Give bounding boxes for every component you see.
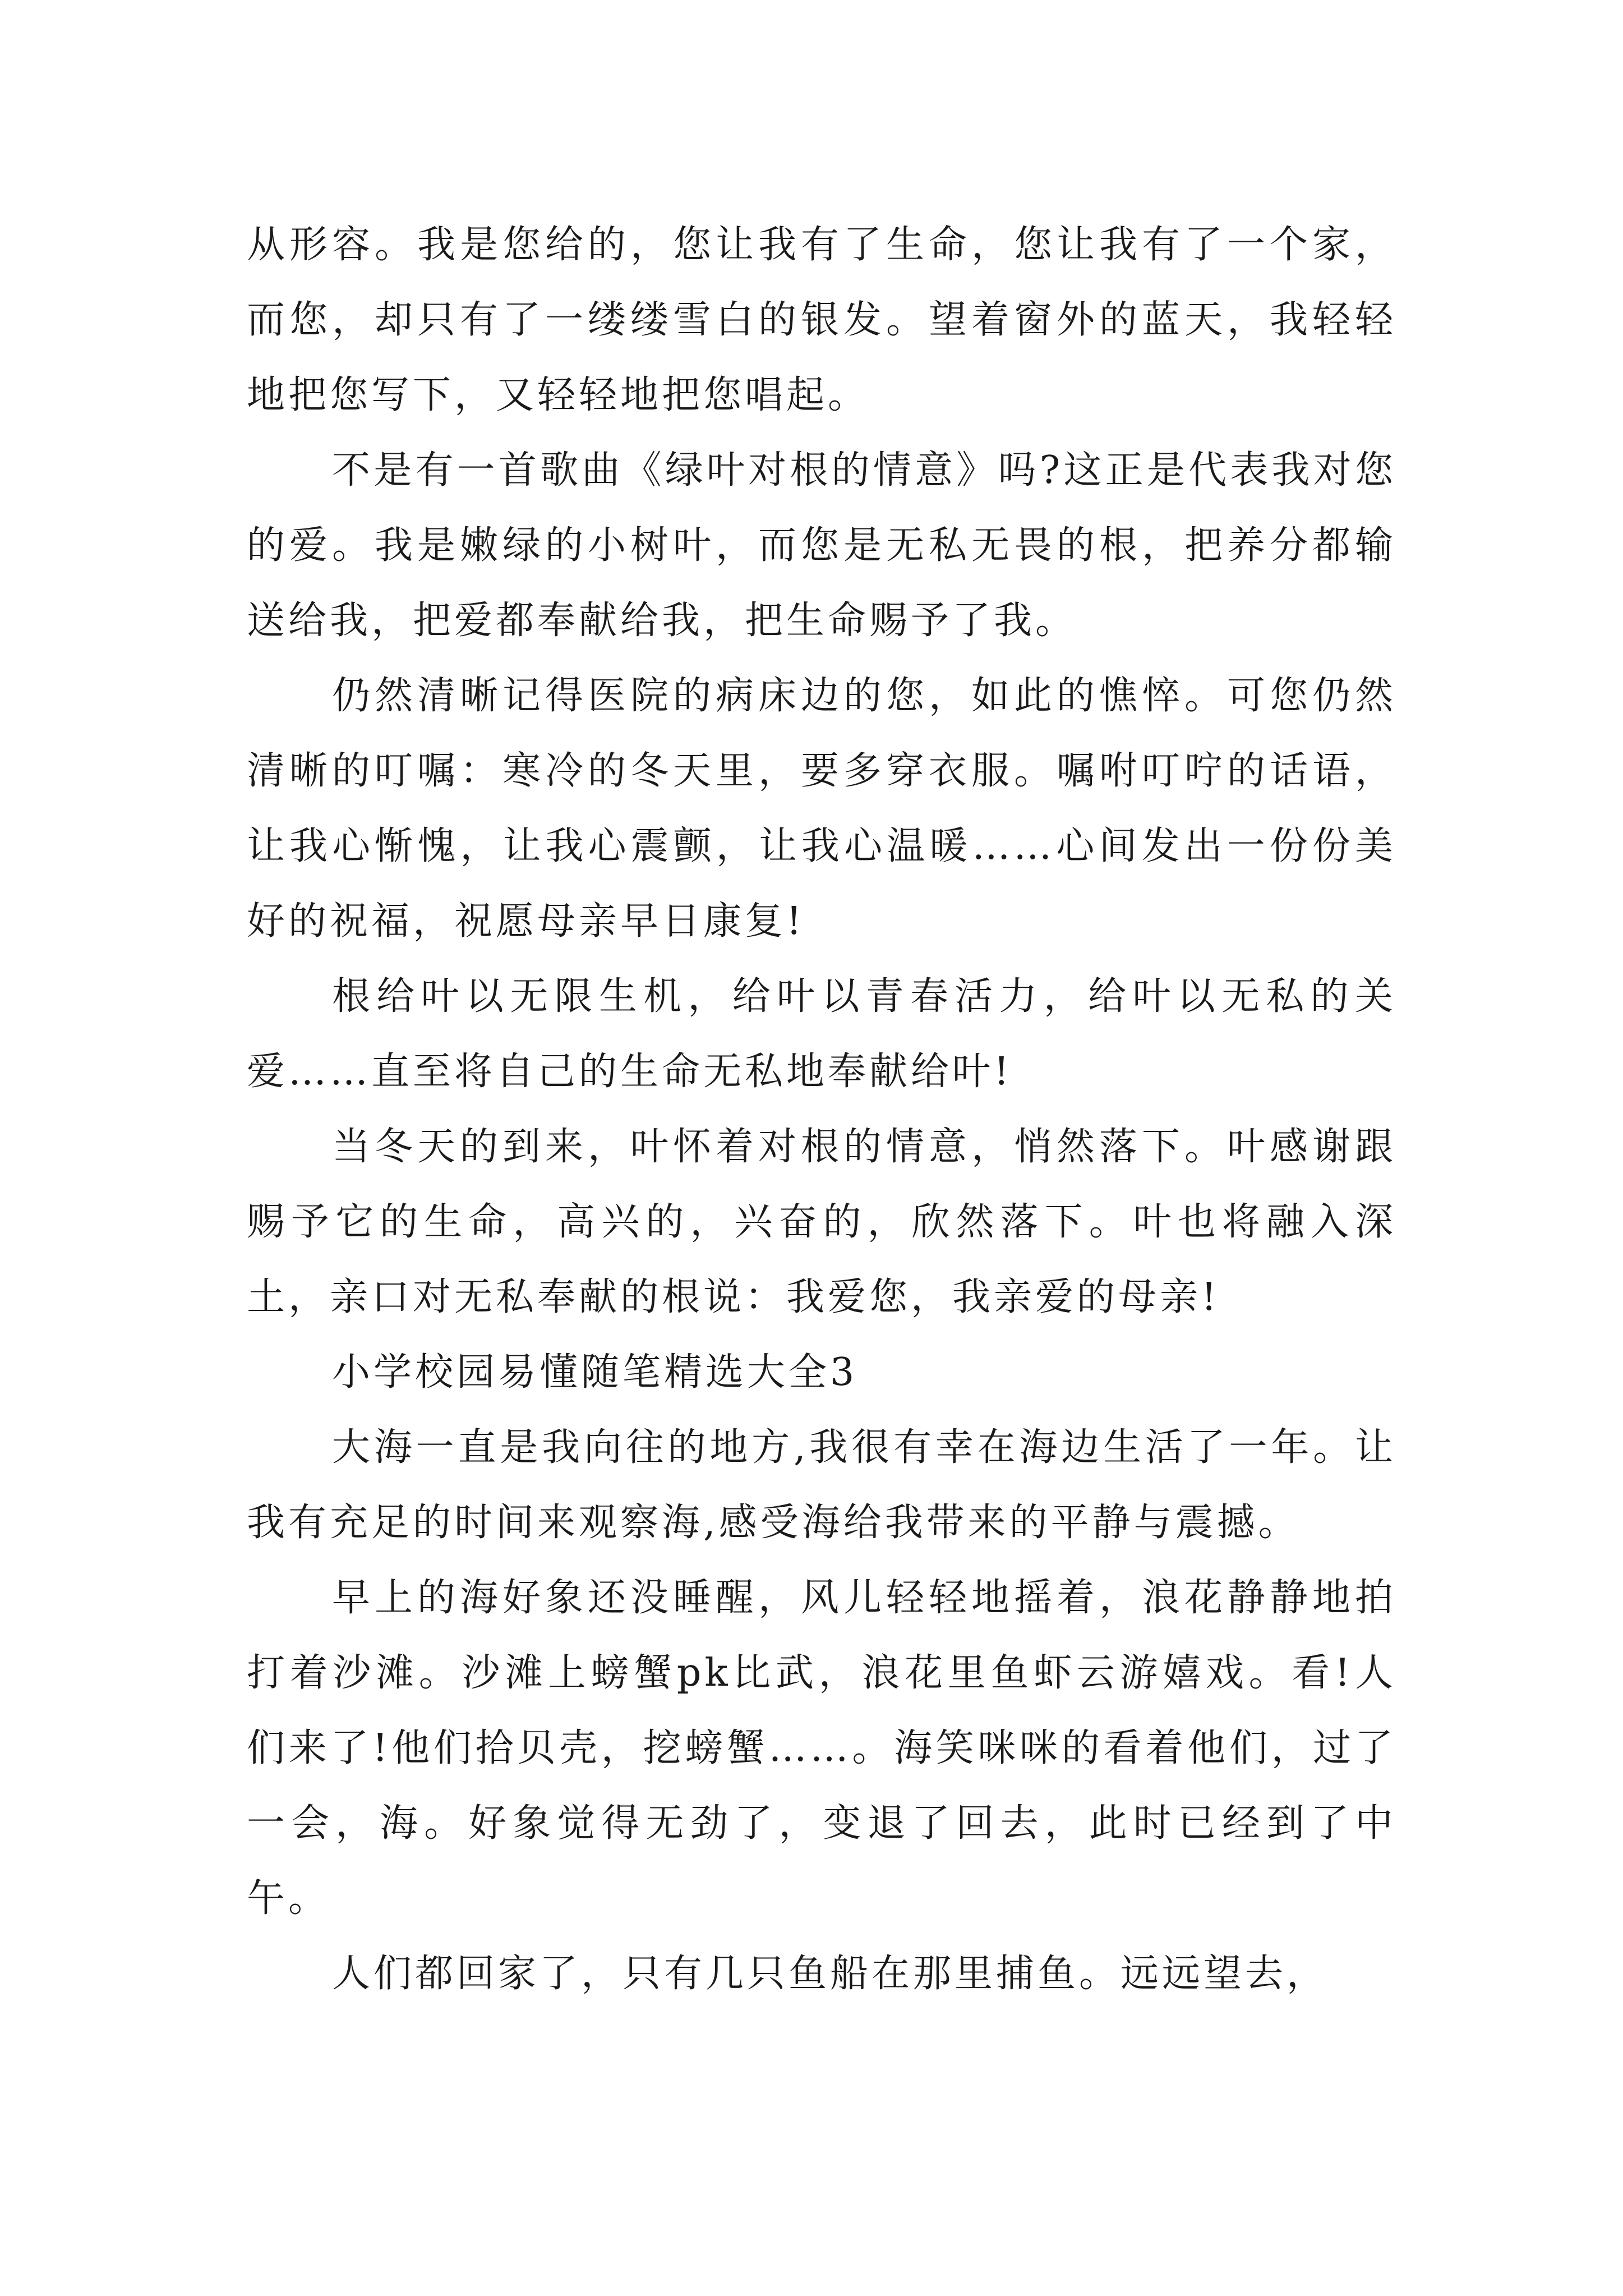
paragraph: 不是有一首歌曲《绿叶对根的情意》吗?这正是代表我对您的爱。我是嫩绿的小树叶，而您是无私无畏的根，把养分都输送给我，把爱都奉献给我，把生命赐予了我。: [247, 448, 1396, 643]
section-heading: 小学校园易懂随笔精选大全3: [332, 1350, 858, 1395]
paragraph: 大海一直是我向往的地方,我很有幸在海边生活了一年。让我有充足的时间来观察海,感受海给我带来的平静与震撼。: [247, 1425, 1396, 1545]
paragraph: 根给叶以无限生机，给叶以青春活力，给叶以无私的关爱……直至将自己的生命无私地奉献给叶!: [247, 974, 1396, 1094]
document-body: [247, 208, 1396, 2012]
paragraph-continued: 从形容。我是您给的，您让我有了生命，您让我有了一个家，而您，却只有了一缕缕雪白的银发。望着窗外的蓝天，我轻轻地把您写下，又轻轻地把您唱起。: [247, 223, 1396, 417]
paragraph: 当冬天的到来，叶怀着对根的情意，悄然落下。叶感谢跟赐予它的生命，高兴的，兴奋的，欣然落下。叶也将融入深土，亲口对无私奉献的根说：我爱您，我亲爱的母亲!: [247, 1125, 1396, 1319]
paragraph: 人们都回家了，只有几只鱼船在那里捕鱼。远远望去，: [332, 1952, 1329, 1996]
paragraph: 早上的海好象还没睡醒，风儿轻轻地摇着，浪花静静地拍打着沙滩。沙滩上螃蟹pk比武，浪花里鱼虾云游嬉戏。看!人们来了!他们拾贝壳，挖螃蟹……。海笑咪咪的看着他们，过了一会，海。好象觉得无劲了，变退了回去，此时已经到了中午。: [247, 1576, 1396, 1921]
paragraph: 仍然清晰记得医院的病床边的您，如此的憔悴。可您仍然清晰的叮嘱：寒冷的冬天里，要多穿衣服。嘱咐叮咛的话语，让我心惭愧，让我心震颤，让我心温暖……心间发出一份份美好的祝福，祝愿母亲早日康复!: [247, 674, 1396, 944]
